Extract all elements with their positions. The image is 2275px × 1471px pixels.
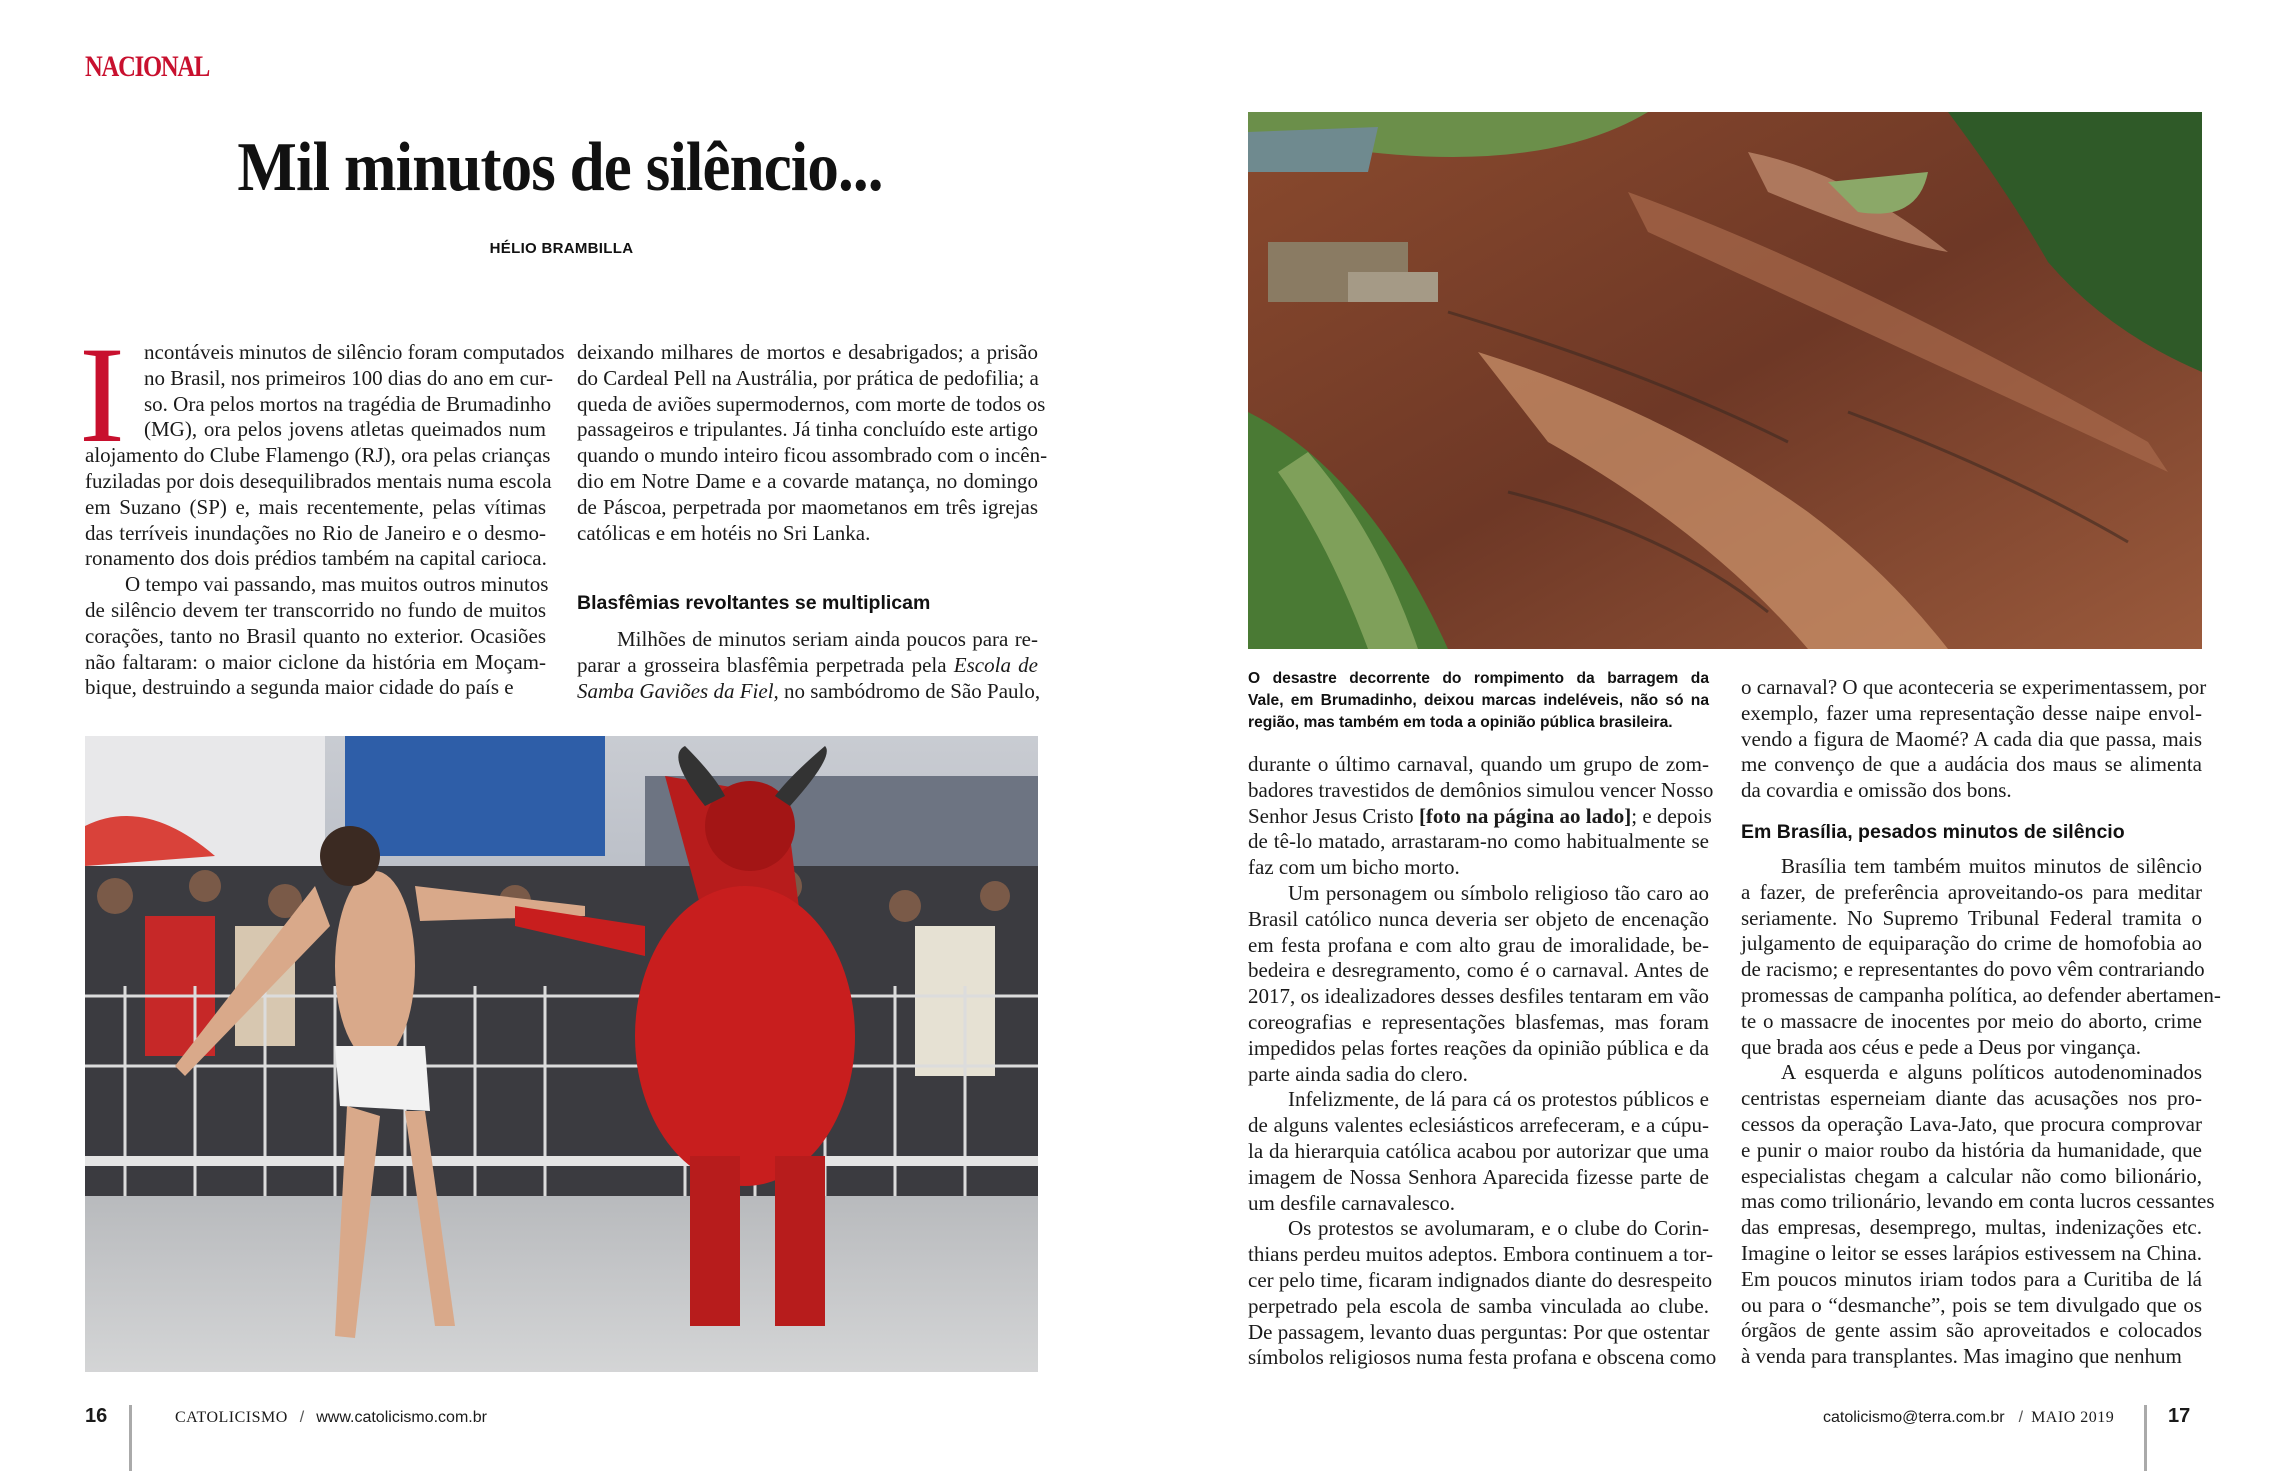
text-line: em Suzano (SP) e, mais recentemente, pelas vítimas (85, 494, 546, 519)
text-line: seriamente. No Supremo Tribunal Federal tramita o (1741, 905, 2202, 930)
text-line: queda de aviões supermodernos, com morte de todos os (577, 391, 1046, 416)
paragraph (577, 340, 1048, 546)
text-line: dio em Notre Dame e a covarde matança, no domingo (577, 468, 1038, 493)
paragraph (1248, 1216, 1717, 1371)
text-line: Infelizmente, de lá para cá os protestos públicos e (1288, 1087, 1709, 1112)
footer-separator: / (299, 1409, 305, 1426)
text-line: católicas e em hotéis no Sri Lanka. (577, 520, 871, 545)
text-line: Brasília tem também muitos minutos de silêncio (1781, 853, 2202, 878)
text-line: parte ainda sadia do clero. (1248, 1061, 1468, 1086)
text-line: de alguns valentes eclesiásticos arrefeceram, e a cúpu- (1248, 1113, 1709, 1138)
text-line: durante o último carnaval, quando um grupo de zom- (1248, 752, 1709, 776)
text-line: so. Ora pelos mortos na tragédia de Brumadinho (144, 391, 552, 416)
text-line: que brada aos céus e pede a Deus por vingança. (1741, 1034, 2141, 1059)
paragraph (577, 627, 1041, 704)
text-line: a fazer, de preferência aproveitando-os para meditar (1741, 879, 2202, 904)
text-line: promessas de campanha política, ao defender abertamen- (1741, 982, 2221, 1007)
text-line: imagem de Nossa Senhora Aparecida fizesse parte de (1248, 1164, 1709, 1189)
paragraph (1248, 752, 1714, 881)
text-line: thians perdeu muitos adeptos. Embora continuem a tor- (1248, 1242, 1713, 1267)
text-line: Imagine o leitor se esses larápios estivessem na China. (1741, 1240, 2202, 1265)
magazine-name: CATOLICISMO (175, 1409, 288, 1426)
text-line: de tê-lo matado, arrastaram-no como habitualmente se (1248, 829, 1709, 854)
text-line: exemplo, fazer uma representação desse naipe envol- (1741, 700, 2202, 725)
paragraph (1248, 881, 1709, 1087)
text-line: coreografias e representações blasfemas, mas foram (1248, 1009, 1709, 1034)
carnival-demon-photo (85, 736, 1038, 1372)
text-line: De passagem, levanto duas perguntas: Por que ostentar (1248, 1319, 1710, 1344)
text-line: ronamento dos dois prédios também na capital carioca. (85, 546, 547, 571)
text-line: O desastre decorrente do rompimento da barragem da (1248, 670, 1709, 687)
brumadinho-dam-aerial-photo (1248, 112, 2202, 649)
text-line: um desfile carnavalesco. (1248, 1190, 1455, 1215)
text-line: do Cardeal Pell na Austrália, por prática de pedofilia; a (577, 365, 1039, 390)
text-line: ncontáveis minutos de silêncio foram computados (144, 340, 565, 364)
text-line: símbolos religiosos numa festa profana e obscena como (1248, 1345, 1717, 1370)
photo-caption (1248, 668, 1709, 734)
text-line: faz com um bicho morto. (1248, 855, 1460, 880)
contact-email[interactable]: catolicismo@terra.com.br (1823, 1409, 2005, 1426)
text-line: Milhões de minutos seriam ainda poucos para re- (617, 627, 1038, 652)
paragraph (1248, 1087, 1709, 1216)
text-line: Os protestos se avolumaram, e o clube do Corin- (1288, 1216, 1709, 1241)
right-column-1 (1248, 752, 1717, 1371)
subheading: Em Brasília, pesados minutos de silêncio (1741, 820, 2125, 843)
text-line: 2017, os idealizadores desses desfiles tentaram em vão (1248, 984, 1709, 1009)
text-line: badores travestidos de demônios simulou vencer Nosso (1248, 777, 1714, 802)
text-line: perpetrado pela escola de samba vinculada ao clube. (1248, 1293, 1709, 1318)
text-line: Brasil católico nunca deveria ser objeto de encenação (1248, 906, 1709, 931)
drop-cap: I (79, 318, 125, 471)
text-line: Samba Gaviões da Fiel, no sambódromo de São Paulo, (577, 678, 1041, 703)
text-line: o carnaval? O que aconteceria se experimentassem, por (1741, 675, 2207, 699)
article-title: Mil minutos de silêncio... (237, 129, 883, 206)
text-line: região, mas também em toda a opinião pública brasileira. (1248, 714, 1673, 731)
footer-right (1823, 1409, 2114, 1427)
carnival-photo-illustration (85, 736, 1038, 1372)
text-line: não faltaram: o maior ciclone da história em Moçam- (85, 649, 546, 674)
text-line: ou para o “desmanche”, pois se tem divulgado que os (1741, 1292, 2202, 1317)
text-line: vendo a figura de Maomé? A cada dia que passa, mais (1741, 726, 2202, 751)
text-line: órgãos de gente assim são aproveitados e colocados (1741, 1318, 2202, 1343)
italic-text: Samba Gaviões da Fiel, (577, 678, 779, 703)
bold-text: [foto na página ao lado] (1418, 803, 1632, 828)
paragraph (85, 340, 565, 572)
text-line: à venda para transplantes. Mas imagino que nenhum (1741, 1344, 2182, 1369)
right-column-2 (1741, 675, 2221, 1370)
text-line: das terríveis inundações no Rio de Janeiro e o desmo- (85, 520, 546, 545)
text-line: impedidos pelas fortes reações da opinião pública e da (1248, 1035, 1709, 1060)
text-line: da covardia e omissão dos bons. (1741, 778, 2012, 803)
page-number-left: 16 (85, 1405, 108, 1427)
text-line: parar a grosseira blasfêmia perpetrada pela Escola de (577, 653, 1038, 678)
paragraph (1741, 675, 2207, 804)
text-line: (MG), ora pelos jovens atletas queimados num (144, 417, 546, 442)
text-line: especialistas chegam a calcular não como bilionário, (1741, 1163, 2202, 1188)
text-line: cer pelo time, ficaram indignados diante do desrespeito (1248, 1267, 1713, 1292)
text-line: Senhor Jesus Cristo [foto na página ao lado]; e depois (1248, 803, 1712, 828)
text-line: bique, destruindo a segunda maior cidade do país e (85, 675, 514, 700)
text-line: fuziladas por dois desequilibrados mentais numa escola (85, 468, 552, 493)
text-line: centristas esperneiam diante das acusações nos pro- (1741, 1086, 2202, 1111)
page-number-right: 17 (2168, 1405, 2191, 1427)
footer-divider-left (129, 1405, 132, 1471)
text-line: de racismo; e representantes do povo vêm contrariando (1741, 957, 2205, 982)
footer-divider-right (2144, 1405, 2147, 1471)
text-line: te o massacre de inocentes por meio do aborto, crime (1741, 1008, 2202, 1033)
paragraph (1741, 853, 2221, 1060)
text-line: Em poucos minutos iriam todos para a Curitiba de lá (1741, 1266, 2202, 1291)
footer-left (175, 1409, 487, 1427)
author-byline: HÉLIO BRAMBILLA (489, 240, 634, 257)
subheading: Blasfêmias revoltantes se multiplicam (577, 592, 931, 615)
text-line: no Brasil, nos primeiros 100 dias do ano em cur- (144, 365, 554, 390)
text-line: das empresas, desemprego, multas, indenizações etc. (1741, 1215, 2202, 1240)
left-column-2 (577, 340, 1048, 705)
text-line: quando o mundo inteiro ficou assombrado com o incên- (577, 443, 1048, 468)
text-line: cessos da operação Lava-Jato, que procura comprovar (1741, 1111, 2202, 1136)
left-column-1 (79, 318, 565, 701)
text-line: alojamento do Clube Flamengo (RJ), ora pelas crianças (85, 443, 551, 468)
text-line: de Páscoa, perpetrada por maometanos em três igrejas (577, 494, 1038, 519)
website-link[interactable]: www.catolicismo.com.br (316, 1409, 487, 1426)
paragraph (85, 572, 549, 701)
text-line: bedeira e desregramento, como é o carnaval. Antes de (1248, 958, 1709, 983)
italic-text: Escola de (953, 653, 1038, 678)
paragraph (1741, 1060, 2215, 1370)
section-label: NACIONAL (85, 50, 210, 83)
text-line: mas como trilionário, levando em conta lucros cessantes (1741, 1189, 2215, 1214)
text-line: Vale, em Brumadinho, deixou marcas indeléveis, não só na (1248, 692, 1709, 709)
text-line: O tempo vai passando, mas muitos outros minutos (125, 572, 549, 597)
text-line: julgamento de equiparação do crime de homofobia ao (1741, 931, 2202, 956)
text-line: e punir o maior roubo da história da humanidade, que (1741, 1137, 2202, 1162)
text-line: deixando milhares de mortos e desabrigados; a prisão (577, 340, 1038, 364)
text-line: em festa profana e com alto grau de imoralidade, be- (1248, 932, 1709, 957)
text-line: corações, tanto no Brasil quanto no exterior. Ocasiões (85, 623, 546, 648)
text-line: Um personagem ou símbolo religioso tão caro ao (1288, 880, 1709, 905)
issue-date: MAIO 2019 (2031, 1409, 2115, 1426)
text-line: passageiros e tripulantes. Já tinha concluído este artigo (577, 417, 1038, 442)
text-line: de silêncio devem ter transcorrido no fundo de muitos (85, 597, 546, 622)
text-line: A esquerda e alguns políticos autodenominados (1781, 1060, 2202, 1085)
text-line: la da hierarquia católica acabou por autorizar que uma (1248, 1138, 1709, 1163)
dam-photo-illustration (1248, 112, 2202, 649)
footer-separator: / (2018, 1409, 2024, 1426)
text-line: me convenço de que a audácia dos maus se alimenta (1741, 752, 2202, 777)
